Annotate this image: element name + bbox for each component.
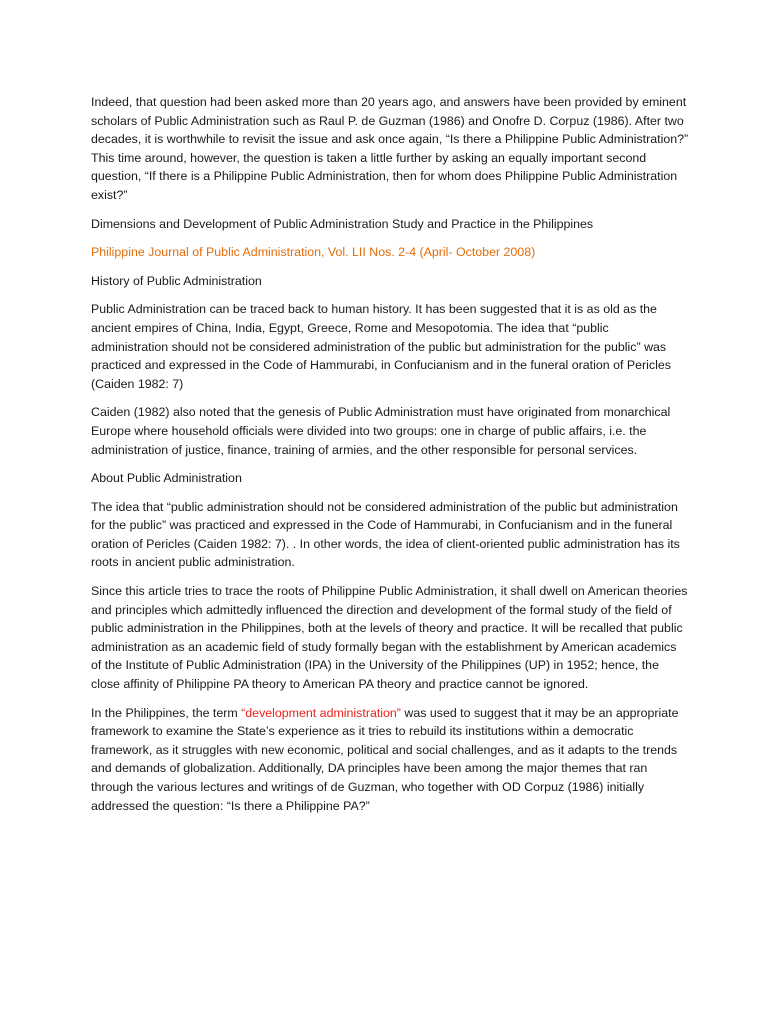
document-body xyxy=(91,93,689,825)
paragraph-development xyxy=(91,704,689,816)
paragraph-american: Since this article tries to trace the roots of Philippine Public Administration, it shall dwell on American theories and principles which admittedly influenced the direction and development of the formal study of the field of public administration in the Philippines, both at the levels of theory and practice. It will be recalled that public administration as an academic field of study formally began with the establishment by American academics of the Institute of Public Administration (IPA) in the University of the Philippines (UP) in 1952; hence, the close affinity of Philippine PA theory to American PA theory and practice cannot be ignored. xyxy=(91,584,688,692)
development-administration-highlight: “development administration” xyxy=(241,705,401,720)
heading-about: About Public Administration xyxy=(91,471,242,486)
paragraph-history: Public Administration can be traced back to human history. It has been suggested that it is as old as the ancient empires of China, India, Egypt, Greece, Rome and Mesopotomia. The idea that “public administration should not be considered administration of the public but administration for the public” was practiced and expressed in the Code of Hammurabi, in Confucianism and in the funeral oration of Pericles (Caiden 1982: 7) xyxy=(91,302,671,391)
heading-dimensions: Dimensions and Development of Public Administration Study and Practice in the Philippines xyxy=(91,216,594,231)
development-text-before: In the Philippines, the term xyxy=(91,705,242,720)
heading-history: History of Public Administration xyxy=(91,273,262,288)
paragraph-intro: Indeed, that question had been asked more than 20 years ago, and answers have been provided by eminent scholars of Public Administration such as Raul P. de Guzman (1986) and Onofre D. Corpuz (1986). After two decades, it is worthwhile to revisit the issue and ask once again, “Is there a Philippine Public Administration?” This time around, however, the question is taken a little further by asking an equally important second question, “If there is a Philippine Public Administration, then for whom does Philippine Public Administration exist?” xyxy=(91,95,689,202)
paragraph-idea: The idea that “public administration should not be considered administration of the public but administration for the public” was practiced and expressed in the Code of Hammurabi, in Confucianism and in the funeral oration of Pericles (Caiden 1982: 7). . In other words, the idea of client-oriented public administration has its roots in ancient public administration. xyxy=(91,499,680,570)
development-text-after: was used to suggest that it may be an appropriate framework to examine the State’s experience as it tries to rebuild its institutions within a democratic framework, as it struggles with new economic, political and social challenges, and as it adapts to the trends and demands of globalization. Additionally, DA principles have been among the major themes that ran through the various lectures and writings of de Guzman, who together with OD Corpuz (1986) initially addressed the question: “Is there a Philippine PA?” xyxy=(91,705,679,813)
paragraph-caiden: Caiden (1982) also noted that the genesis of Public Administration must have originated from monarchical Europe where household officials were divided into two groups: one in charge of public affairs, i.e. the administration of justice, finance, training of armies, and the other responsible for personal services. xyxy=(91,405,671,457)
journal-citation: Philippine Journal of Public Administration, Vol. LII Nos. 2-4 (April- October 2008) xyxy=(91,245,536,260)
